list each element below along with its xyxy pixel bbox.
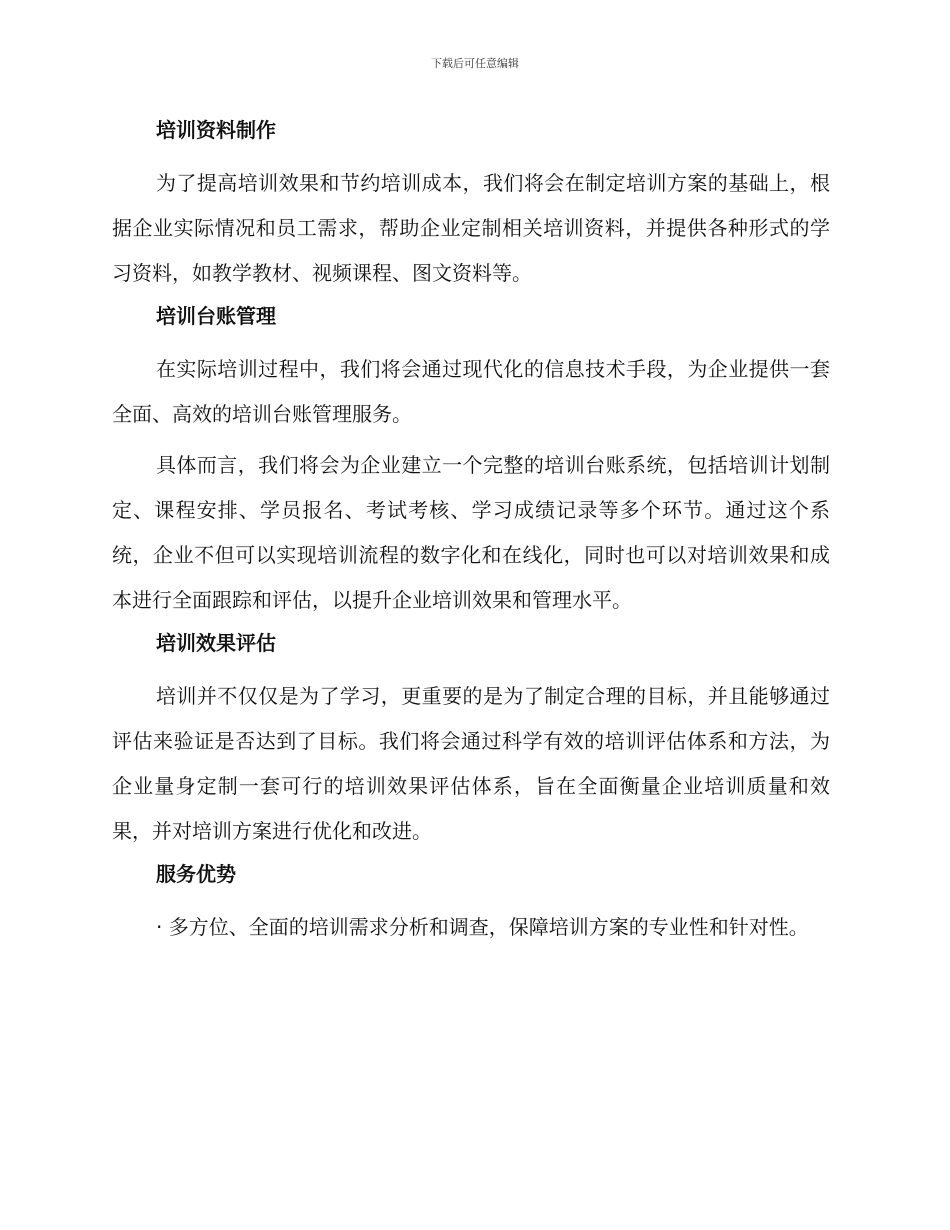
section-training-materials	[112, 116, 830, 296]
section-heading: 培训效果评估	[156, 631, 276, 655]
section-heading: 服务优势	[156, 862, 236, 886]
paragraph: 培训并不仅仅是为了学习，更重要的是为了制定合理的目标，并且能够通过评估来验证是否达到了目标。我们将会通过科学有效的培训评估体系和方法，为企业量身定制一套可行的培训效果评估体系，旨在全面衡量企业培训质量和效果，并对培训方案进行优化和改进。	[112, 684, 830, 843]
section-training-evaluation	[112, 629, 830, 854]
paragraph: 为了提高培训效果和节约培训成本，我们将会在制定培训方案的基础上，根据企业实际情况和员工需求，帮助企业定制相关培训资料，并提供各种形式的学习资料，如教学教材、视频课程、图文资料等。	[112, 171, 830, 285]
section-heading: 培训资料制作	[156, 118, 276, 142]
document-body	[112, 110, 830, 950]
section-service-advantages	[112, 860, 830, 950]
paragraph: 在实际培训过程中，我们将会通过现代化的信息技术手段，为企业提供一套全面、高效的培训台账管理服务。	[112, 357, 830, 426]
page-header-note: 下载后可任意编辑	[431, 57, 519, 70]
section-heading: 培训台账管理	[156, 304, 276, 328]
bullet-item: · 多方位、全面的培训需求分析和调查，保障培训方案的专业性和针对性。	[156, 915, 809, 939]
paragraph: 具体而言，我们将会为企业建立一个完整的培训台账系统，包括培训计划制定、课程安排、学员报名、考试考核、学习成绩记录等多个环节。通过这个系统，企业不但可以实现培训流程的数字化和在线化，同时也可以对培训效果和成本进行全面跟踪和评估，以提升企业培训效果和管理水平。	[112, 453, 830, 612]
section-training-ledger	[112, 302, 830, 623]
